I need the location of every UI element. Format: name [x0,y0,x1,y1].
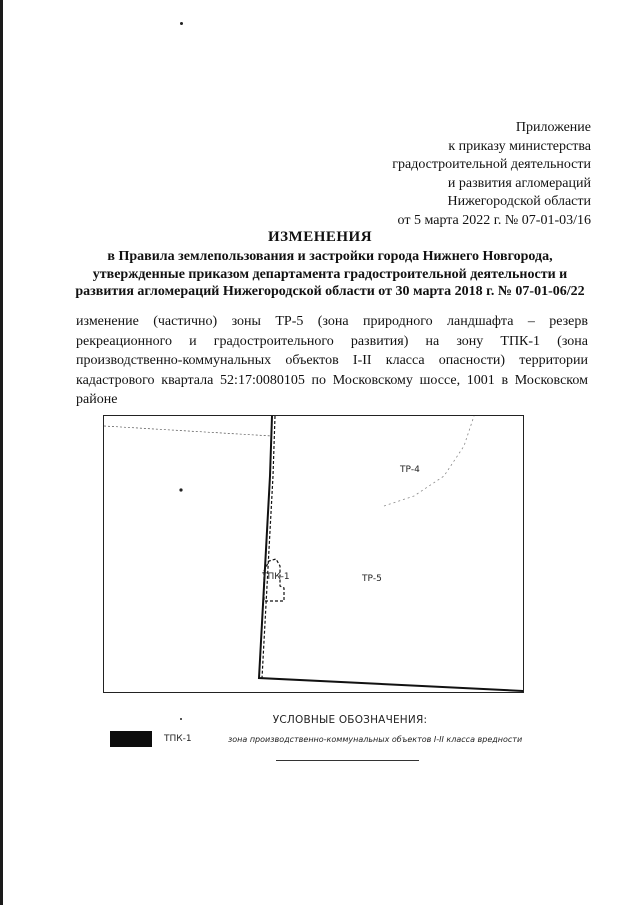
legend-title: УСЛОВНЫЕ ОБОЗНАЧЕНИЯ: [272,714,428,726]
appendix-line: и развития агломераций [447,175,591,191]
appendix-line: Нижегородской области [447,194,591,210]
map-boundary-line [104,426,272,436]
zone-tr5-boundary [259,416,523,691]
change-description [76,312,588,410]
paragraph-line: кадастрового квартала 52:17:0080105 по Московскому шоссе, 1001 в Московском [76,372,588,388]
paragraph-line-last [76,390,588,410]
paragraph-line: изменение (частично) зоны ТР-5 (зона природного ландшафта – резерв [76,314,588,329]
appendix-line: Приложение [515,120,591,135]
paragraph-line: рекреационного и градостроительного развития) на зону ТПК-1 (зона [76,333,588,349]
paragraph-line: производственно-коммунальных объектов I-II класса опасности) территории [76,353,588,368]
zone-tr4-boundary [384,416,474,506]
map-drawing [104,416,523,692]
document-title: ИЗМЕНЕНИЯ [267,229,373,245]
subtitle-line: в Правила землепользования и застройки города Нижнего Новгорода, [107,249,553,264]
document-subtitle [72,248,588,301]
paragraph-line: районе [76,392,118,407]
zone-tr5-boundary-dashed [262,416,275,678]
zone-label-tr5: ТР-5 [362,574,382,584]
bottom-rule [276,760,419,761]
zoning-map [103,415,524,693]
map-speck [179,488,182,491]
appendix-line: от 5 марта 2022 г. № 07-01-03/16 [397,212,591,228]
subtitle-line: утвержденные приказом департамента градостроительной деятельности и [92,266,568,282]
zone-label-tpk1: ТПК-1 [262,572,290,582]
legend-code: ТПК-1 [164,734,192,744]
subtitle-line: развития агломераций Нижегородской области от 30 марта 2018 г. № 07-01-06/22 [75,284,585,299]
zone-label-tr4: ТР-4 [400,465,420,475]
appendix-line: к приказу министерства [448,138,591,154]
legend-description: зона производственно-коммунальных объектов I-II класса вредности [228,735,523,744]
legend-swatch-tpk1 [110,731,152,747]
appendix-block [392,119,591,231]
appendix-line: градостроительной деятельности [392,157,591,173]
page-left-edge [0,0,3,905]
scan-speck [180,22,183,25]
